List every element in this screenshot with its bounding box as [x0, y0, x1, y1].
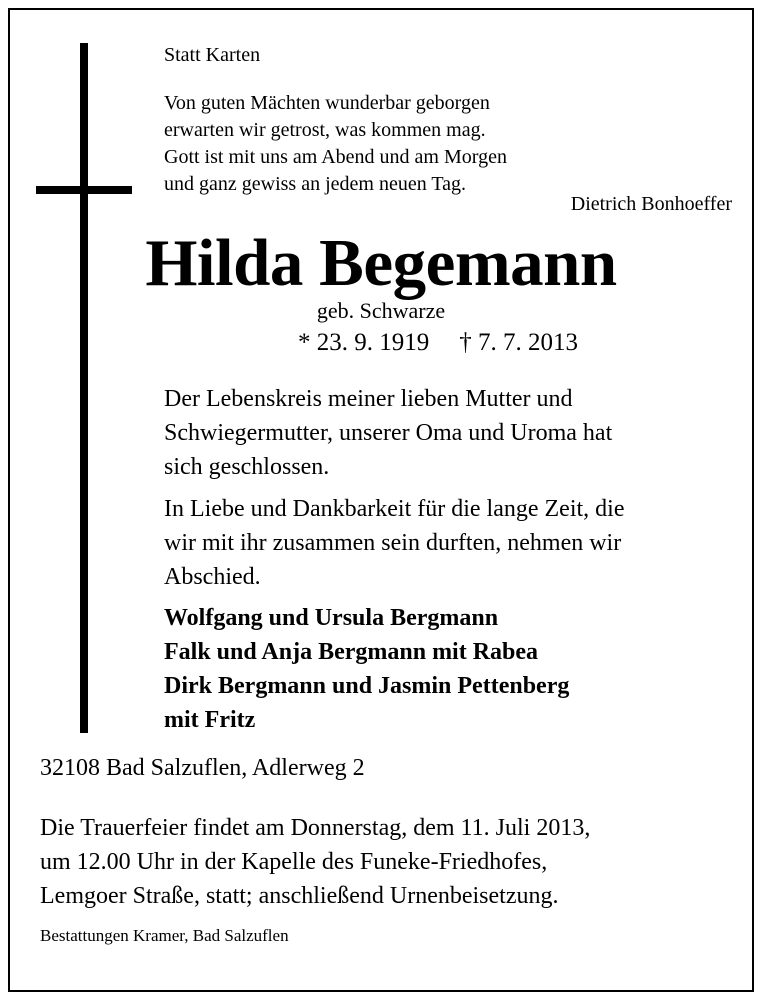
statt-karten-label: Statt Karten	[164, 44, 261, 66]
poem-line: Von guten Mächten wunderbar geborgen	[164, 92, 490, 114]
paragraph-line: In Liebe und Dankbarkeit für die lange Zeit, die	[164, 496, 625, 522]
funeral-service-info	[40, 811, 590, 913]
family-line: Dirk Bergmann und Jasmin Pettenberg	[164, 673, 570, 699]
family-line: Falk und Anja Bergmann mit Rabea	[164, 639, 539, 665]
paragraph-line: sich geschlossen.	[164, 454, 330, 480]
birth-date: * 23. 9. 1919	[298, 329, 430, 356]
service-line: Die Trauerfeier findet am Donnerstag, dem 11. Juli 2013,	[40, 815, 591, 841]
paragraph-line: Der Lebenskreis meiner lieben Mutter und	[164, 386, 573, 412]
service-line: um 12.00 Uhr in der Kapelle des Funeke-Friedhofes,	[40, 849, 548, 875]
cross-horizontal-bar	[36, 186, 132, 194]
paragraph-line: Abschied.	[164, 564, 261, 590]
service-line: Lemgoer Straße, statt; anschließend Urnenbeisetzung.	[40, 883, 559, 909]
poem-author: Dietrich Bonhoeffer	[570, 193, 732, 215]
family-line: mit Fritz	[164, 707, 256, 733]
poem-line: erwarten wir getrost, was kommen mag.	[164, 119, 486, 141]
family-signatures	[164, 601, 569, 737]
paragraph-line: Schwiegermutter, unserer Oma und Uroma hat	[164, 420, 613, 446]
paragraph-line: wir mit ihr zusammen sein durften, nehmen wir	[164, 530, 622, 556]
paragraph-dankbarkeit	[164, 492, 625, 594]
funeral-home: Bestattungen Kramer, Bad Salzuflen	[40, 926, 289, 945]
cross-vertical-bar	[80, 43, 88, 733]
family-line: Wolfgang und Ursula Bergmann	[164, 605, 499, 631]
maiden-name: geb. Schwarze	[316, 298, 446, 323]
life-dates	[298, 329, 578, 357]
death-date: † 7. 7. 2013	[459, 329, 578, 356]
deceased-name: Hilda Begemann	[145, 226, 617, 300]
address: 32108 Bad Salzuflen, Adlerweg 2	[40, 755, 365, 781]
poem-line: Gott ist mit uns am Abend und am Morgen	[164, 146, 507, 168]
paragraph-lebenskreis	[164, 382, 612, 484]
poem	[164, 90, 507, 198]
poem-line: und ganz gewiss an jedem neuen Tag.	[164, 173, 467, 195]
